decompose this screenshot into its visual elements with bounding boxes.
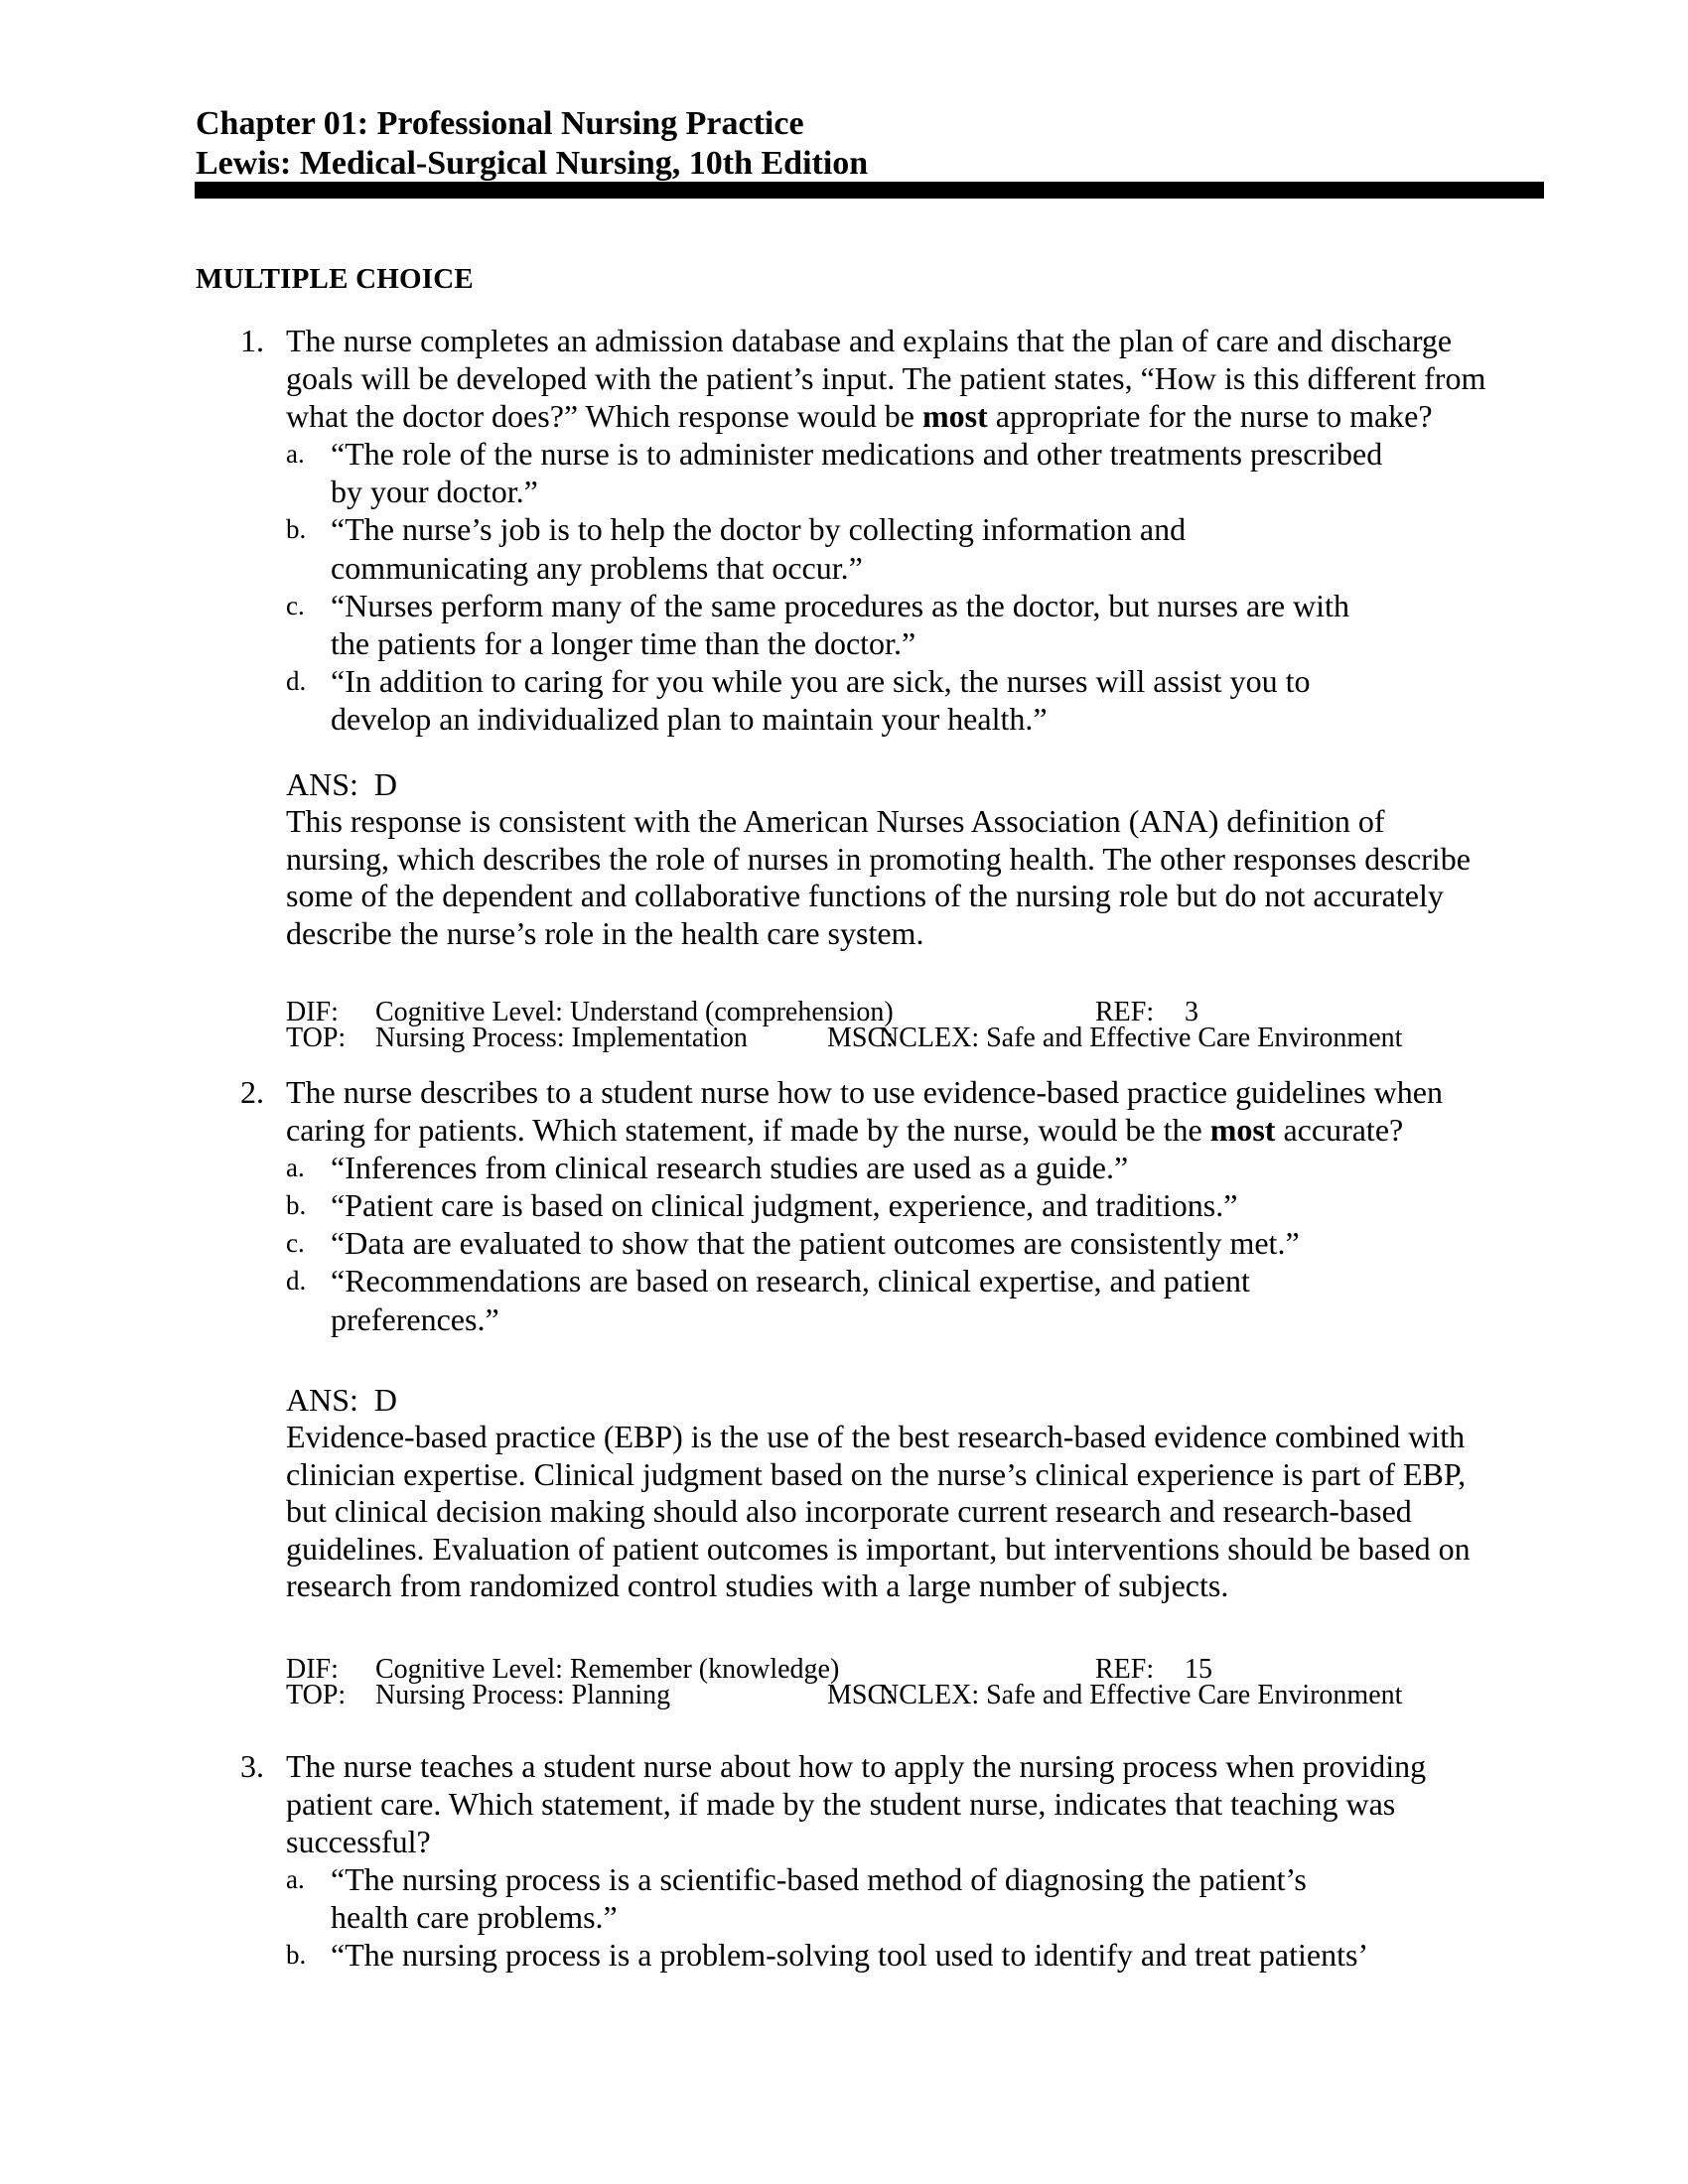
emphasis-most: most [922,398,988,435]
chapter-title: Chapter 01: Professional Nursing Practice [196,105,804,142]
option-c[interactable]: c. “Nurses perform many of the same procedures as the doctor, but nurses are with the patients for a longer time than the doctor.” [286,587,1349,661]
msc-value: NCLEX: Safe and Effective Care Environment [879,1022,1403,1053]
top-value: Nursing Process: Planning [375,1679,671,1710]
top-label: TOP: [286,1679,347,1710]
options-list [240,1149,1551,1337]
option-d[interactable]: d. “In addition to caring for you while you are sick, the nurses will assist you to develop an individualized plan to maintain your health.” [286,662,1311,737]
option-a[interactable]: a. “The nursing process is a scientific-based method of diagnosing the patient’s health care problems.” [286,1861,1307,1936]
header-rule-divider [195,182,1544,199]
option-c[interactable]: c. “Data are evaluated to show that the patient outcomes are consistently met.” [286,1225,1300,1262]
options-list [240,435,1551,738]
option-label: a. [286,439,305,470]
option-a[interactable]: a. “Inferences from clinical research studies are used as a guide.” [286,1150,1129,1186]
answer-block-1 [286,766,1557,952]
question-number: 1. [240,323,264,358]
dif-value: Cognitive Level: Understand (comprehension) [375,997,894,1027]
book-title: Lewis: Medical-Surgical Nursing, 10th Edition [196,145,869,182]
question-metadata-2 [286,1654,1577,1710]
msc-label: MSC: [827,1679,894,1710]
option-b[interactable]: b. “The nurse’s job is to help the doctor by collecting information and communicating any problems that occur.” [286,511,1187,586]
question-number: 2. [240,1074,264,1110]
ref-value: 3 [1185,997,1198,1027]
msc-label: MSC: [827,1022,894,1053]
question-stem: 1. The nurse completes an admission database and explains that the plan of care and discharge goals will be developed with the patient’s input. The patient states, “How is this different from what the doctor does?” Which response would be most appropriate for the nurse to make? [240,323,1486,435]
rationale: Evidence-based practice (EBP) is the use of the best research-based evidence combined with clinician expertise. Clinical judgment based on the nurse’s clinical experience is part of EBP, but clinical decision making should also incorporate current research and research-based guidelines. Evaluation of patient outcomes is important, but interventions should be based on research from randomized control studies with a large number of subjects. [286,1419,1471,1604]
options-list [240,1860,1551,1974]
option-a[interactable]: a. “The role of the nurse is to administer medications and other treatments prescribed by your doctor.” [286,436,1383,510]
option-b[interactable]: b. “The nursing process is a problem-solving tool used to identify and treat patients’ [286,1937,1369,1974]
answer-key: ANS: D [286,766,398,802]
question-2 [240,1073,1551,1338]
option-label: d. [286,1266,307,1297]
dif-label: DIF: [286,1654,339,1685]
option-b[interactable]: b. “Patient care is based on clinical judgment, experience, and traditions.” [286,1187,1238,1224]
top-value: Nursing Process: Implementation [375,1022,748,1053]
option-label: b. [286,514,307,545]
question-metadata-1 [286,997,1577,1053]
option-label: b. [286,1940,307,1971]
question-1 [240,322,1551,738]
question-3 [240,1747,1551,1975]
answer-block-2 [286,1382,1557,1604]
top-label: TOP: [286,1022,347,1053]
option-label: a. [286,1864,305,1895]
msc-value: NCLEX: Safe and Effective Care Environment [879,1679,1403,1710]
section-title: MULTIPLE CHOICE [196,263,474,295]
emphasis-most: most [1209,1112,1276,1149]
dif-label: DIF: [286,997,339,1027]
option-d[interactable]: d. “Recommendations are based on research, clinical expertise, and patient preferences.” [286,1263,1250,1337]
answer-key: ANS: D [286,1382,398,1418]
question-stem: 2. The nurse describes to a student nurse how to use evidence-based practice guidelines when caring for patients. Which statement, if made by the nurse, would be the most accurate? [240,1074,1443,1149]
question-stem: 3. The nurse teaches a student nurse about how to apply the nursing process when providing patient care. Which statement, if made by the student nurse, indicates that teaching was successful? [240,1748,1427,1860]
option-label: d. [286,665,307,696]
ref-label: REF: [1095,1654,1155,1685]
rationale: This response is consistent with the American Nurses Association (ANA) definition of nursing, which describes the role of nurses in promoting health. The other responses describe some of the dependent and collaborative functions of the nursing role but do not accurately describe the nurse’s role in the health care system. [286,803,1471,951]
dif-value: Cognitive Level: Remember (knowledge) [375,1654,840,1685]
ref-value: 15 [1185,1654,1212,1685]
option-label: b. [286,1190,307,1221]
option-label: a. [286,1153,305,1183]
option-label: c. [286,1228,305,1259]
ref-label: REF: [1095,997,1155,1027]
question-number: 3. [240,1748,264,1784]
option-label: c. [286,590,305,620]
